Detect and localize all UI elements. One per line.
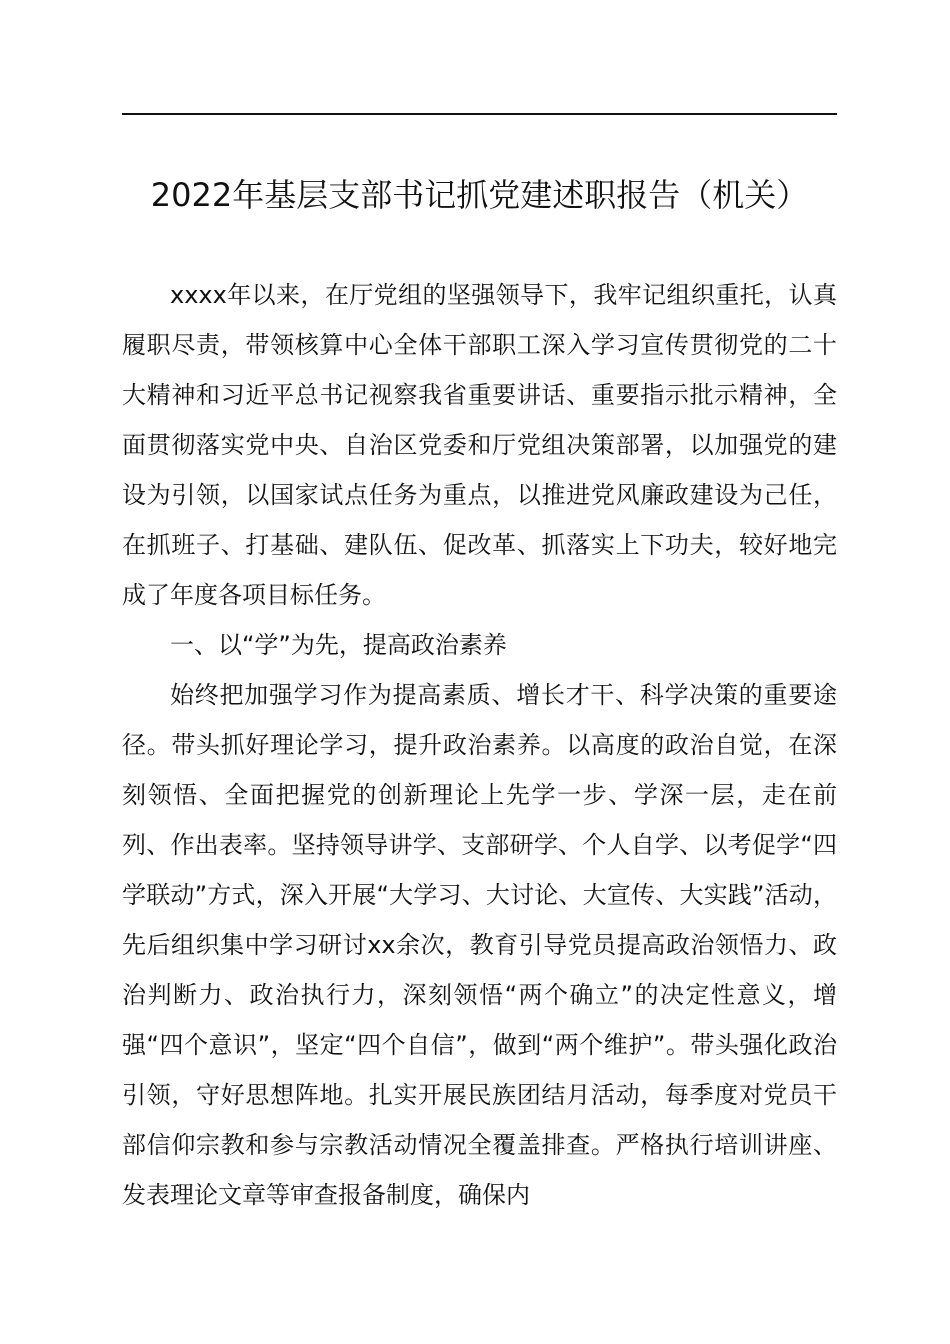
section-heading: 一、以“学”为先，提高政治素养 [170, 631, 507, 659]
header-rule [122, 113, 837, 115]
document-title: 2022年基层支部书记抓党建述职报告（机关） [150, 176, 809, 214]
body-paragraph: 始终把加强学习作为提高素质、增长才干、科学决策的重要途径。带头抓好理论学习，提升政治素养。以高度的政治自觉，在深刻领悟、全面把握党的创新理论上先学一步、学深一层，走在前列、作出表率。坚持领导讲学、支部研学、个人自学、以考促学“四学联动”方式，深入开展“大学习、大讨论、大宣传、大实践”活动，先后组织集中学习研讨xx余次，教育引导党员提高政治领悟力、政治判断力、政治执行力，深刻领悟“两个确立”的决定性意义，增强“四个意识”，坚定“四个自信”，做到“两个维护”。带头强化政治引领，守好思想阵地。扎实开展民族团结月活动，每季度对党员干部信仰宗教和参与宗教活动情况全覆盖排查。严格执行培训讲座、发表理论文章等审查报备制度，确保内 [122, 681, 837, 1209]
document-body [122, 270, 837, 1220]
intro-paragraph: xxxx年以来，在厅党组的坚强领导下，我牢记组织重托，认真履职尽责，带领核算中心全体干部职工深入学习宣传贯彻党的二十大精神和习近平总书记视察我省重要讲话、重要指示批示精神，全面贯彻落实党中央、自治区党委和厅党组决策部署，以加强党的建设为引领，以国家试点任务为重点，以推进党风廉政建设为己任，在抓班子、打基础、建队伍、促改革、抓落实上下功夫，较好地完成了年度各项目标任务。 [122, 281, 837, 609]
